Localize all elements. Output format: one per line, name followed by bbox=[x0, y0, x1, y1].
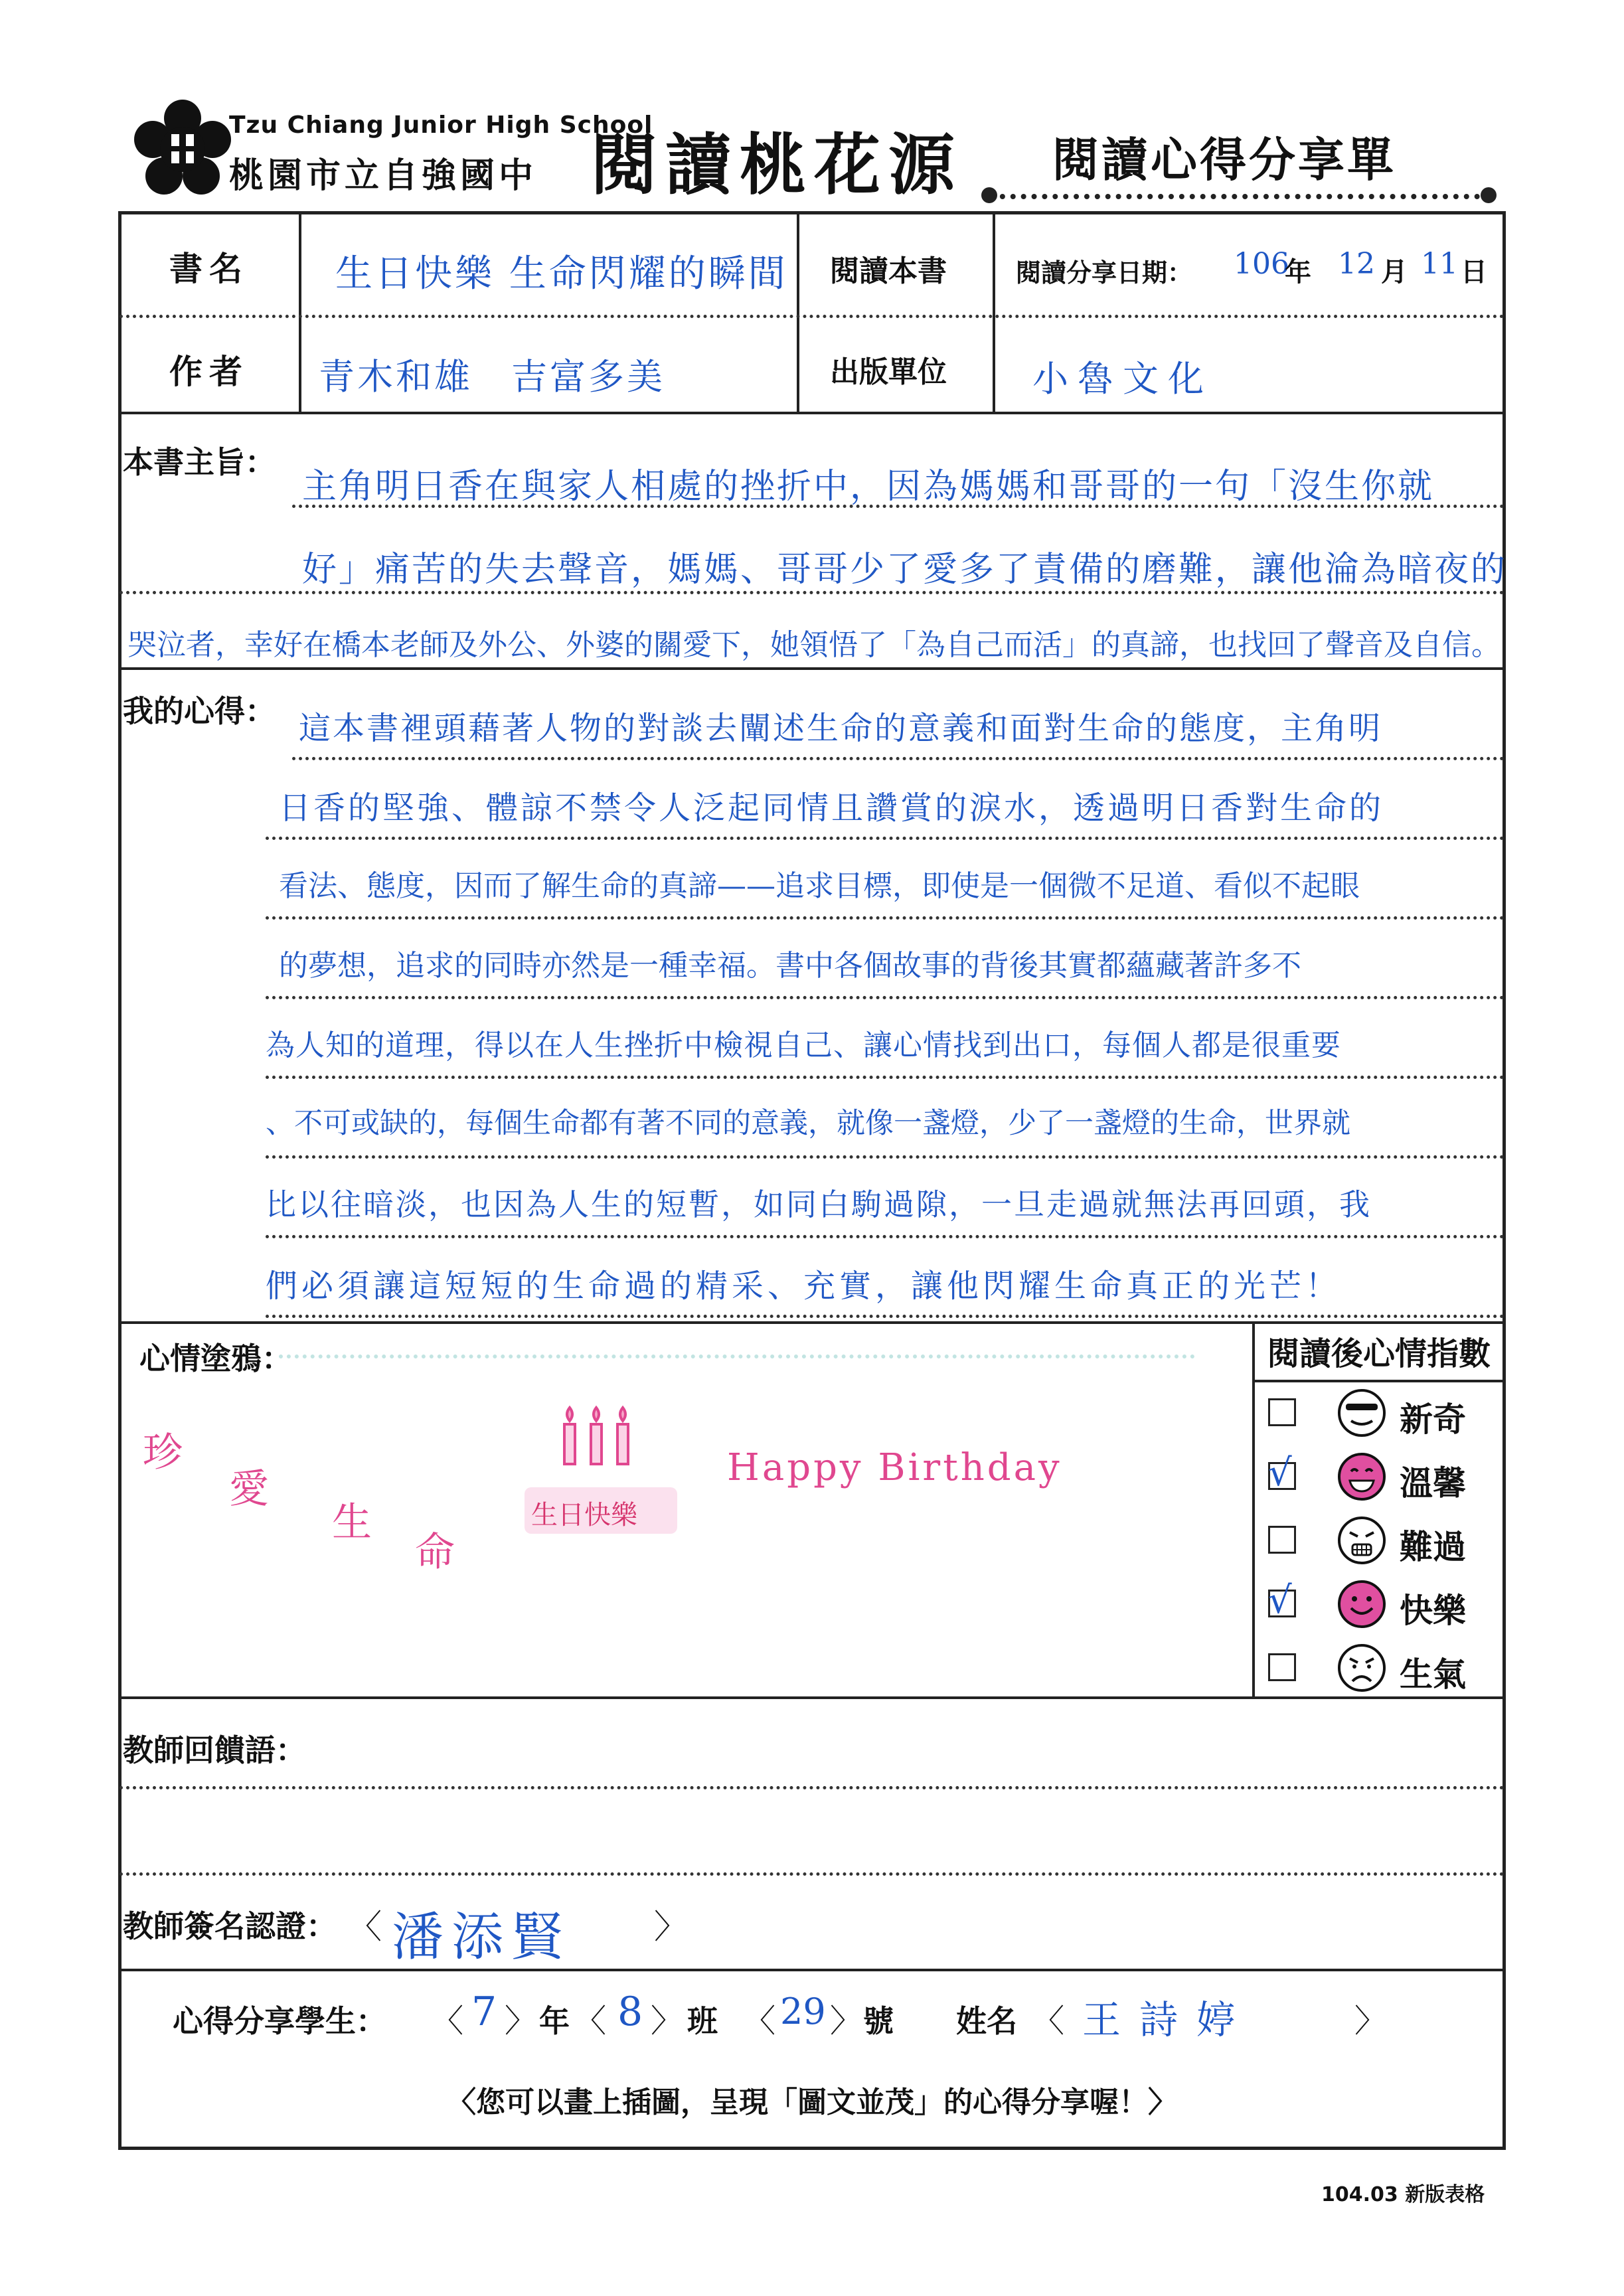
line-divider bbox=[292, 757, 1504, 760]
cool-face-icon bbox=[1337, 1388, 1387, 1438]
year-unit: 年 bbox=[1285, 257, 1311, 287]
read-book-label: 閱讀本書 bbox=[830, 254, 947, 288]
line-divider bbox=[266, 996, 1504, 999]
mood-checkbox[interactable] bbox=[1268, 1526, 1296, 1554]
happy-birthday-text: Happy Birthday bbox=[727, 1446, 1062, 1489]
student-name: 王詩婷 bbox=[1082, 1997, 1254, 2042]
mood-label: 新奇 bbox=[1400, 1400, 1466, 1439]
doodle-label: 心情塗鴉： bbox=[139, 1341, 292, 1376]
mood-label: 快樂 bbox=[1400, 1592, 1466, 1630]
title-rule bbox=[989, 194, 1491, 199]
theme-line: 主角明日香在與家人相處的挫折中，因為媽媽和哥哥的一句「沒生你就 bbox=[302, 467, 1435, 507]
book-title-label: 書名 bbox=[169, 250, 249, 288]
teacher-sign-label: 教師簽名認證： bbox=[123, 1908, 337, 1944]
theme-line: 哭泣者，幸好在橋本老師及外公、外婆的關愛下，她領悟了「為自己而活」的真諦，也找回了聲音及自信。 bbox=[127, 628, 1501, 662]
bracket-close: 〉 bbox=[830, 2003, 862, 2040]
share-date-label: 閱讀分享日期： bbox=[1016, 258, 1193, 287]
divider bbox=[797, 211, 799, 414]
theme-label: 本書主旨： bbox=[123, 444, 276, 480]
bracket-close: 〉 bbox=[1354, 2003, 1387, 2040]
bracket-open: 〈 bbox=[1032, 2003, 1065, 2040]
title-rule-dot bbox=[1481, 187, 1497, 203]
reflection-line: 比以往暗淡，也因為人生的短暫，如同白駒過隙，一旦走過就無法再回頭，我 bbox=[266, 1187, 1372, 1222]
grade-unit: 年 bbox=[539, 2003, 570, 2039]
mood-row-angry bbox=[1254, 1636, 1506, 1700]
check-mark: √ bbox=[1268, 1579, 1292, 1622]
line-divider bbox=[266, 1076, 1504, 1079]
reflection-line: 這本書裡頭藉著人物的對談去闡述生命的意義和面對生命的態度，主角明 bbox=[299, 710, 1383, 747]
row-divider bbox=[120, 1969, 1504, 1971]
line-divider bbox=[120, 591, 1504, 594]
teacher-feedback-label: 教師回饋語： bbox=[123, 1732, 306, 1768]
mood-row-sad bbox=[1254, 1509, 1506, 1572]
reflection-line: 的夢想，追求的同時亦然是一種幸福。書中各個故事的背後其實都蘊藏著許多不 bbox=[279, 949, 1301, 983]
mood-checkbox[interactable] bbox=[1268, 1398, 1296, 1426]
number-unit: 號 bbox=[863, 2003, 894, 2039]
sign-close: 〉 bbox=[654, 1908, 687, 1946]
bracket-close: 〉 bbox=[651, 2003, 683, 2040]
reflection-line: 、不可或缺的，每個生命都有著不同的意義，就像一盞燈，少了一盞燈的生命，世界就 bbox=[266, 1107, 1350, 1140]
faint-doodle-line bbox=[279, 1354, 1195, 1385]
date-day: 11 bbox=[1421, 247, 1458, 281]
book-title-value: 生日快樂 生命閃耀的瞬間 bbox=[335, 252, 788, 295]
name-label: 姓名 bbox=[956, 2003, 1017, 2039]
class-unit: 班 bbox=[687, 2003, 718, 2039]
reflection-line: 看法、態度，因而了解生命的真諦——追求目標，即使是一個微不足道、看似不起眼 bbox=[279, 869, 1360, 903]
teacher-signature: 潘添賢 bbox=[392, 1908, 572, 1967]
birthday-candles-icon bbox=[551, 1401, 651, 1474]
doodle-char: 珍 bbox=[143, 1430, 183, 1476]
line-divider bbox=[266, 1235, 1504, 1238]
month-unit: 月 bbox=[1381, 257, 1408, 287]
line-divider bbox=[120, 1786, 1504, 1789]
theme-line: 好」痛苦的失去聲音，媽媽、哥哥少了愛多了責備的磨難，讓他淪為暗夜的 bbox=[302, 550, 1508, 590]
reflection-label: 我的心得： bbox=[123, 693, 276, 729]
school-name-zh: 桃園市立自強國中 bbox=[229, 156, 538, 196]
bracket-close: 〉 bbox=[505, 2003, 537, 2040]
bracket-open: 〈 bbox=[744, 2003, 776, 2040]
reflection-line: 日香的堅強、體諒不禁令人泛起同情且讚賞的淚水，透過明日香對生命的 bbox=[279, 789, 1384, 827]
mood-row-novel bbox=[1254, 1381, 1506, 1445]
row-divider bbox=[120, 315, 1504, 318]
school-logo-icon bbox=[133, 100, 232, 199]
divider bbox=[993, 211, 995, 414]
line-divider bbox=[266, 1155, 1504, 1159]
mood-label: 生氣 bbox=[1400, 1655, 1466, 1694]
reflection-line: 們必須讓這短短的生命過的精采、充實，讓他閃耀生命真正的光芒！ bbox=[266, 1268, 1342, 1305]
mood-row-happy bbox=[1254, 1572, 1506, 1636]
angry-face-icon bbox=[1337, 1643, 1387, 1693]
reflection-line: 為人知的道理，得以在人生挫折中檢視自己、讓心情找到出口，每個人都是很重要 bbox=[266, 1028, 1341, 1062]
mood-index-title: 閱讀後心情指數 bbox=[1267, 1335, 1491, 1372]
bracket-open: 〈 bbox=[432, 2003, 464, 2040]
crying-face-icon bbox=[1337, 1515, 1387, 1566]
day-unit: 日 bbox=[1461, 257, 1487, 287]
doodle-char: 生 bbox=[332, 1499, 372, 1546]
school-name-en: Tzu Chiang Junior High School bbox=[229, 112, 653, 139]
bracket-open: 〈 bbox=[574, 2003, 607, 2040]
date-month: 12 bbox=[1338, 247, 1375, 281]
mood-label: 難過 bbox=[1400, 1528, 1466, 1566]
row-divider bbox=[120, 412, 1504, 414]
author-label: 作者 bbox=[169, 353, 249, 391]
line-divider bbox=[266, 916, 1504, 920]
sheet-title: 閱讀心得分享單 bbox=[1052, 133, 1396, 187]
publisher-value: 小魯文化 bbox=[1032, 358, 1213, 400]
student-number: 29 bbox=[780, 1991, 826, 2032]
student-grade: 7 bbox=[471, 1989, 497, 2035]
divider bbox=[299, 211, 301, 414]
line-divider bbox=[266, 1315, 1504, 1318]
date-year: 106 bbox=[1234, 247, 1289, 281]
row-divider bbox=[120, 1321, 1504, 1324]
student-label: 心得分享學生： bbox=[173, 2003, 386, 2039]
happy-face-icon bbox=[1337, 1579, 1387, 1629]
student-class: 8 bbox=[617, 1989, 643, 2035]
line-divider bbox=[120, 1872, 1504, 1876]
doodle-char: 愛 bbox=[229, 1466, 269, 1513]
line-divider bbox=[266, 837, 1504, 840]
illustration-note: 〈您可以畫上插圖，呈現「圖文並茂」的心得分享喔！〉 bbox=[447, 2086, 1177, 2119]
mood-row-warm bbox=[1254, 1445, 1506, 1509]
doodle-char: 命 bbox=[415, 1529, 455, 1576]
grin-face-icon bbox=[1337, 1451, 1387, 1502]
sign-open: 〈 bbox=[349, 1908, 382, 1946]
mood-checkbox[interactable] bbox=[1268, 1653, 1296, 1681]
cake-text: 生日快樂 bbox=[531, 1500, 637, 1530]
author-value: 青木和雄 吉富多美 bbox=[319, 356, 665, 398]
mood-label: 溫馨 bbox=[1400, 1464, 1466, 1503]
publisher-label: 出版單位 bbox=[830, 355, 947, 389]
check-mark: √ bbox=[1268, 1451, 1292, 1495]
row-divider bbox=[120, 667, 1504, 670]
slogan: 閱讀桃花源 bbox=[591, 126, 963, 204]
form-version: 104.03 新版表格 bbox=[1321, 2183, 1485, 2206]
